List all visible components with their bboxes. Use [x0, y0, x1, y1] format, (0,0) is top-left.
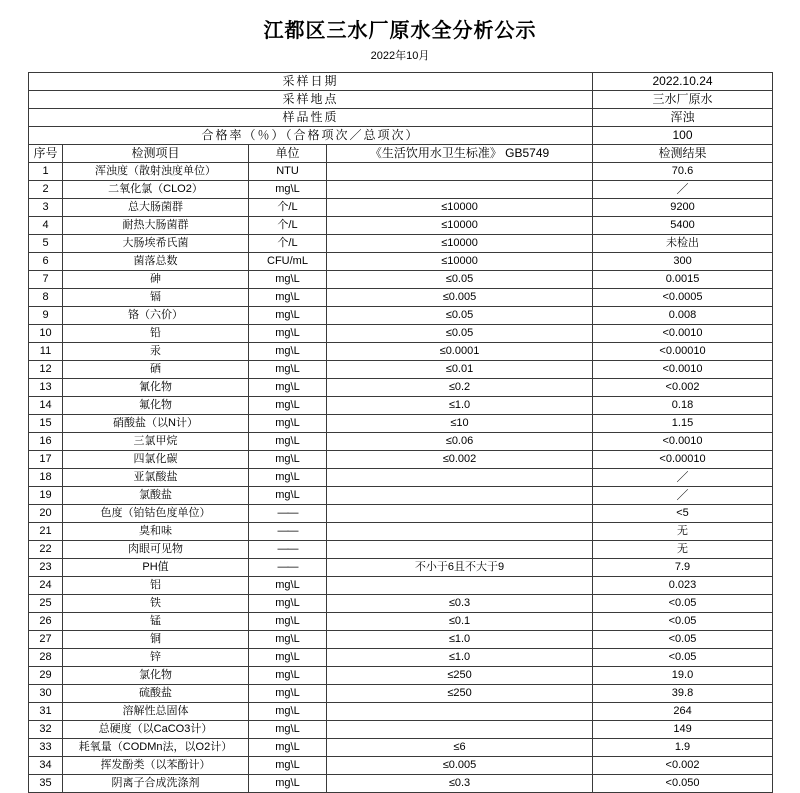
cell-unit: mg\L: [249, 667, 327, 685]
table-row: [29, 541, 773, 559]
cell-seq: 16: [29, 433, 63, 451]
cell-item: 亚氯酸盐: [63, 469, 249, 487]
cell-result: <0.05: [593, 613, 773, 631]
cell-result: 1.9: [593, 739, 773, 757]
table-row: [29, 307, 773, 325]
cell-item: 砷: [63, 271, 249, 289]
cell-result: <0.0010: [593, 361, 773, 379]
cell-item: 锌: [63, 649, 249, 667]
meta-row: [29, 109, 773, 127]
cell-result: <0.05: [593, 631, 773, 649]
cell-unit: mg\L: [249, 775, 327, 793]
cell-seq: 29: [29, 667, 63, 685]
cell-seq: 21: [29, 523, 63, 541]
meta-label: 采样地点: [29, 91, 593, 109]
column-header-standard: 《生活饮用水卫生标准》 GB5749: [327, 145, 593, 163]
cell-unit: CFU/mL: [249, 253, 327, 271]
cell-item: PH值: [63, 559, 249, 577]
cell-seq: 22: [29, 541, 63, 559]
cell-unit: mg\L: [249, 757, 327, 775]
cell-item: 铝: [63, 577, 249, 595]
column-header-row: [29, 145, 773, 163]
cell-result: 0.18: [593, 397, 773, 415]
cell-standard: ≤10000: [327, 217, 593, 235]
cell-seq: 10: [29, 325, 63, 343]
cell-item: 镉: [63, 289, 249, 307]
cell-standard: [327, 181, 593, 199]
cell-seq: 28: [29, 649, 63, 667]
table-row: [29, 559, 773, 577]
cell-seq: 8: [29, 289, 63, 307]
cell-result: 0.0015: [593, 271, 773, 289]
cell-seq: 14: [29, 397, 63, 415]
cell-seq: 20: [29, 505, 63, 523]
cell-unit: mg\L: [249, 721, 327, 739]
cell-seq: 34: [29, 757, 63, 775]
cell-standard: ≤0.05: [327, 325, 593, 343]
meta-value: 2022.10.24: [593, 73, 773, 91]
cell-item: 耐热大肠菌群: [63, 217, 249, 235]
cell-item: 三氯甲烷: [63, 433, 249, 451]
cell-standard: [327, 487, 593, 505]
table-row: [29, 667, 773, 685]
cell-unit: mg\L: [249, 325, 327, 343]
cell-unit: 个/L: [249, 199, 327, 217]
cell-seq: 9: [29, 307, 63, 325]
table-row: [29, 397, 773, 415]
cell-unit: ——: [249, 523, 327, 541]
table-row: [29, 469, 773, 487]
cell-standard: ≤0.0001: [327, 343, 593, 361]
table-row: [29, 253, 773, 271]
meta-row: [29, 127, 773, 145]
column-header-unit: 单位: [249, 145, 327, 163]
cell-unit: mg\L: [249, 433, 327, 451]
cell-unit: mg\L: [249, 487, 327, 505]
cell-seq: 1: [29, 163, 63, 181]
cell-standard: ≤0.3: [327, 775, 593, 793]
table-row: [29, 757, 773, 775]
cell-unit: mg\L: [249, 343, 327, 361]
cell-unit: mg\L: [249, 289, 327, 307]
cell-unit: 个/L: [249, 217, 327, 235]
column-header-item: 检测项目: [63, 145, 249, 163]
cell-item: 菌落总数: [63, 253, 249, 271]
cell-item: 浑浊度（散射浊度单位）: [63, 163, 249, 181]
table-row: [29, 199, 773, 217]
cell-standard: ≤0.002: [327, 451, 593, 469]
cell-standard: [327, 703, 593, 721]
cell-standard: [327, 541, 593, 559]
table-row: [29, 595, 773, 613]
table-row: [29, 631, 773, 649]
cell-unit: ——: [249, 541, 327, 559]
cell-seq: 19: [29, 487, 63, 505]
cell-seq: 18: [29, 469, 63, 487]
cell-standard: [327, 721, 593, 739]
cell-standard: ≤0.005: [327, 289, 593, 307]
meta-value: 三水厂原水: [593, 91, 773, 109]
cell-seq: 2: [29, 181, 63, 199]
cell-unit: mg\L: [249, 469, 327, 487]
table-row: [29, 433, 773, 451]
cell-result: <0.00010: [593, 343, 773, 361]
meta-label: 合格率（％）（合格项次／总项次）: [29, 127, 593, 145]
cell-seq: 12: [29, 361, 63, 379]
cell-result: 无: [593, 523, 773, 541]
cell-unit: mg\L: [249, 703, 327, 721]
meta-row: [29, 73, 773, 91]
cell-result: 0.023: [593, 577, 773, 595]
table-row: [29, 379, 773, 397]
cell-unit: mg\L: [249, 397, 327, 415]
cell-unit: mg\L: [249, 451, 327, 469]
cell-seq: 11: [29, 343, 63, 361]
table-row: [29, 415, 773, 433]
cell-seq: 32: [29, 721, 63, 739]
table-row: [29, 163, 773, 181]
cell-result: 19.0: [593, 667, 773, 685]
cell-item: 阴离子合成洗涤剂: [63, 775, 249, 793]
cell-unit: mg\L: [249, 307, 327, 325]
cell-result: <0.002: [593, 757, 773, 775]
cell-standard: [327, 505, 593, 523]
cell-item: 硫酸盐: [63, 685, 249, 703]
cell-item: 肉眼可见物: [63, 541, 249, 559]
cell-item: 大肠埃希氏菌: [63, 235, 249, 253]
cell-item: 铁: [63, 595, 249, 613]
cell-unit: mg\L: [249, 379, 327, 397]
cell-standard: ≤10: [327, 415, 593, 433]
cell-result: 无: [593, 541, 773, 559]
cell-result: 0.008: [593, 307, 773, 325]
cell-unit: NTU: [249, 163, 327, 181]
cell-seq: 23: [29, 559, 63, 577]
cell-standard: [327, 163, 593, 181]
cell-seq: 27: [29, 631, 63, 649]
table-row: [29, 325, 773, 343]
cell-standard: ≤1.0: [327, 649, 593, 667]
cell-standard: ≤0.005: [327, 757, 593, 775]
cell-result: ／: [593, 181, 773, 199]
cell-standard: ≤1.0: [327, 631, 593, 649]
table-row: [29, 775, 773, 793]
cell-unit: mg\L: [249, 613, 327, 631]
meta-row: [29, 91, 773, 109]
table-row: [29, 721, 773, 739]
cell-standard: ≤0.3: [327, 595, 593, 613]
cell-seq: 24: [29, 577, 63, 595]
cell-seq: 17: [29, 451, 63, 469]
cell-seq: 26: [29, 613, 63, 631]
cell-unit: ——: [249, 505, 327, 523]
cell-item: 硝酸盐（以N计）: [63, 415, 249, 433]
cell-result: 1.15: [593, 415, 773, 433]
meta-label: 采样日期: [29, 73, 593, 91]
meta-value: 100: [593, 127, 773, 145]
cell-seq: 15: [29, 415, 63, 433]
cell-item: 铜: [63, 631, 249, 649]
cell-result: <0.0010: [593, 325, 773, 343]
cell-standard: ≤10000: [327, 199, 593, 217]
cell-result: <0.0005: [593, 289, 773, 307]
cell-seq: 33: [29, 739, 63, 757]
cell-standard: ≤1.0: [327, 397, 593, 415]
table-row: [29, 451, 773, 469]
cell-standard: ≤0.05: [327, 271, 593, 289]
cell-standard: [327, 523, 593, 541]
table-row: [29, 703, 773, 721]
column-header-result: 检测结果: [593, 145, 773, 163]
cell-unit: mg\L: [249, 181, 327, 199]
page-title: 江都区三水厂原水全分析公示: [263, 20, 537, 42]
cell-seq: 31: [29, 703, 63, 721]
table-row: [29, 685, 773, 703]
cell-item: 氰化物: [63, 379, 249, 397]
cell-result: <5: [593, 505, 773, 523]
cell-standard: ≤0.2: [327, 379, 593, 397]
cell-result: ／: [593, 487, 773, 505]
document-page: [0, 14, 800, 793]
cell-standard: [327, 577, 593, 595]
table-row: [29, 289, 773, 307]
cell-unit: mg\L: [249, 685, 327, 703]
cell-standard: ≤0.06: [327, 433, 593, 451]
cell-seq: 30: [29, 685, 63, 703]
cell-seq: 7: [29, 271, 63, 289]
table-row: [29, 487, 773, 505]
cell-standard: ≤250: [327, 667, 593, 685]
cell-item: 总硬度（以CaCO3计）: [63, 721, 249, 739]
cell-result: 9200: [593, 199, 773, 217]
water-quality-report-table: [28, 72, 773, 793]
cell-seq: 35: [29, 775, 63, 793]
cell-item: 铅: [63, 325, 249, 343]
cell-result: 70.6: [593, 163, 773, 181]
cell-seq: 4: [29, 217, 63, 235]
cell-result: <0.00010: [593, 451, 773, 469]
cell-result: <0.05: [593, 595, 773, 613]
column-header-seq: 序号: [29, 145, 63, 163]
table-row: [29, 523, 773, 541]
table-row: [29, 217, 773, 235]
cell-item: 氯化物: [63, 667, 249, 685]
table-row: [29, 577, 773, 595]
cell-result: <0.002: [593, 379, 773, 397]
table-row: [29, 361, 773, 379]
cell-result: ／: [593, 469, 773, 487]
cell-item: 四氯化碳: [63, 451, 249, 469]
cell-item: 溶解性总固体: [63, 703, 249, 721]
table-row: [29, 613, 773, 631]
page-subtitle: 2022年10月: [370, 50, 430, 62]
cell-seq: 6: [29, 253, 63, 271]
cell-unit: mg\L: [249, 631, 327, 649]
cell-item: 耗氧量（CODMn法，以O2计）: [63, 739, 249, 757]
cell-seq: 3: [29, 199, 63, 217]
cell-standard: 不小于6且不大于9: [327, 559, 593, 577]
table-row: [29, 505, 773, 523]
cell-item: 汞: [63, 343, 249, 361]
cell-seq: 5: [29, 235, 63, 253]
cell-item: 总大肠菌群: [63, 199, 249, 217]
cell-standard: ≤0.05: [327, 307, 593, 325]
cell-result: 149: [593, 721, 773, 739]
cell-standard: [327, 469, 593, 487]
cell-item: 氯酸盐: [63, 487, 249, 505]
cell-item: 铬（六价）: [63, 307, 249, 325]
cell-item: 锰: [63, 613, 249, 631]
cell-result: 7.9: [593, 559, 773, 577]
cell-standard: ≤250: [327, 685, 593, 703]
cell-unit: mg\L: [249, 415, 327, 433]
cell-result: <0.05: [593, 649, 773, 667]
cell-unit: mg\L: [249, 271, 327, 289]
table-row: [29, 739, 773, 757]
cell-standard: ≤10000: [327, 253, 593, 271]
table-row: [29, 235, 773, 253]
cell-result: 39.8: [593, 685, 773, 703]
cell-standard: ≤10000: [327, 235, 593, 253]
cell-result: <0.0010: [593, 433, 773, 451]
table-row: [29, 181, 773, 199]
cell-item: 二氧化氯（CLO2）: [63, 181, 249, 199]
cell-unit: mg\L: [249, 595, 327, 613]
cell-unit: 个/L: [249, 235, 327, 253]
meta-value: 浑浊: [593, 109, 773, 127]
cell-result: <0.050: [593, 775, 773, 793]
cell-item: 色度（铂钴色度单位）: [63, 505, 249, 523]
table-row: [29, 271, 773, 289]
table-row: [29, 649, 773, 667]
cell-result: 300: [593, 253, 773, 271]
cell-standard: ≤0.1: [327, 613, 593, 631]
cell-unit: ——: [249, 559, 327, 577]
table-row: [29, 343, 773, 361]
cell-seq: 25: [29, 595, 63, 613]
cell-item: 氟化物: [63, 397, 249, 415]
cell-result: 5400: [593, 217, 773, 235]
cell-unit: mg\L: [249, 361, 327, 379]
cell-standard: ≤0.01: [327, 361, 593, 379]
cell-unit: mg\L: [249, 739, 327, 757]
cell-item: 挥发酚类（以苯酚计）: [63, 757, 249, 775]
cell-unit: mg\L: [249, 577, 327, 595]
cell-result: 未检出: [593, 235, 773, 253]
table-body: [29, 73, 773, 793]
cell-unit: mg\L: [249, 649, 327, 667]
cell-standard: ≤6: [327, 739, 593, 757]
cell-result: 264: [593, 703, 773, 721]
cell-item: 臭和味: [63, 523, 249, 541]
cell-seq: 13: [29, 379, 63, 397]
cell-item: 硒: [63, 361, 249, 379]
meta-label: 样品性质: [29, 109, 593, 127]
